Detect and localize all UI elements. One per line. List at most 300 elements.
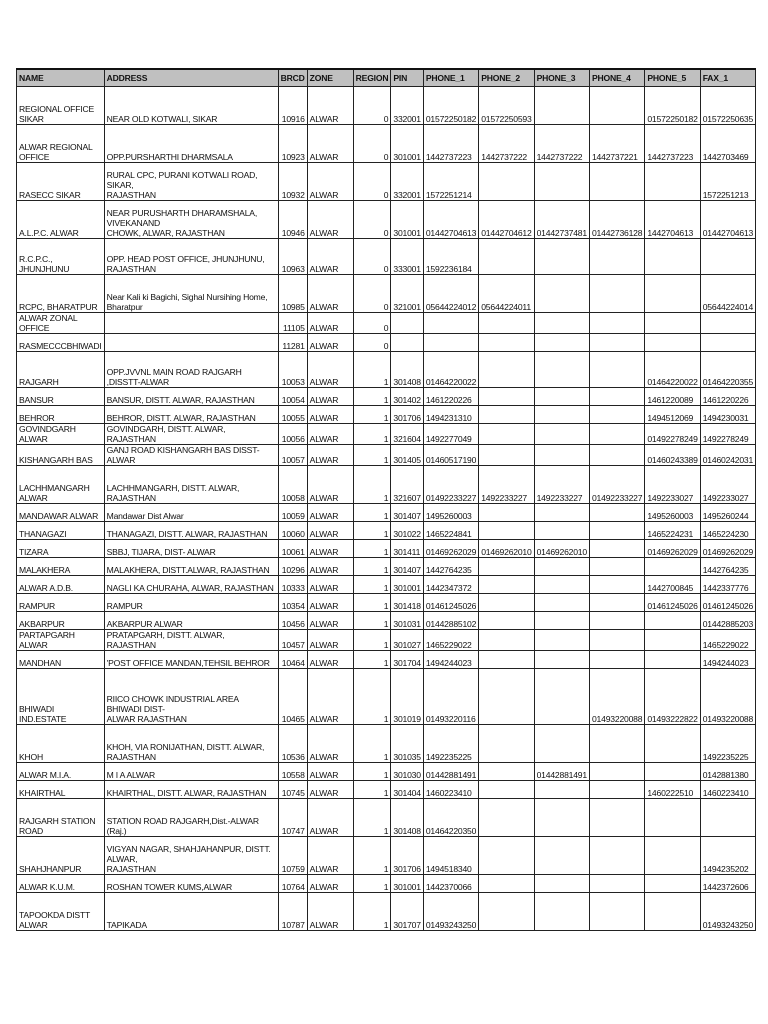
- cell-address: BEHROR, DISTT. ALWAR, RAJASTHAN: [104, 406, 278, 424]
- cell-phone-4: 1442737221: [589, 125, 644, 163]
- cell-address: [104, 334, 278, 352]
- cell-region: 1: [353, 875, 391, 893]
- table-row: [17, 893, 756, 931]
- header-brcd: BRCD: [278, 69, 307, 87]
- cell-name: TIZARA: [17, 540, 105, 558]
- cell-phone-2: [479, 799, 534, 837]
- cell-region: 1: [353, 799, 391, 837]
- cell-brcd: 10055: [278, 406, 307, 424]
- cell-brcd: 10056: [278, 424, 307, 445]
- cell-address: RURAL CPC, PURANI KOTWALI ROAD, SIKAR, RAJASTHAN: [104, 163, 278, 201]
- cell-phone-2: [479, 725, 534, 763]
- table-row: [17, 424, 756, 445]
- cell-phone-3: [534, 352, 589, 388]
- cell-brcd: 10457: [278, 630, 307, 651]
- cell-fax-1: 1442372606: [700, 875, 755, 893]
- cell-region: 1: [353, 594, 391, 612]
- cell-name: RCPC, BHARATPUR: [17, 275, 105, 313]
- cell-phone-5: 01492278249: [645, 424, 700, 445]
- table-row: [17, 630, 756, 651]
- table-row: [17, 540, 756, 558]
- cell-region: 1: [353, 576, 391, 594]
- cell-phone-1: 1442347372: [423, 576, 478, 594]
- cell-pin: 301408: [391, 799, 423, 837]
- cell-pin: 301405: [391, 445, 423, 466]
- table-row: [17, 466, 756, 504]
- table-row: [17, 799, 756, 837]
- cell-region: 1: [353, 504, 391, 522]
- cell-brcd: 10946: [278, 201, 307, 239]
- table-row: [17, 669, 756, 725]
- cell-region: 0: [353, 201, 391, 239]
- cell-zone: ALWAR: [307, 352, 353, 388]
- cell-brcd: 10060: [278, 522, 307, 540]
- cell-phone-5: [645, 725, 700, 763]
- cell-address: KHOH, VIA RONIJATHAN, DISTT. ALWAR, RAJASTHAN: [104, 725, 278, 763]
- cell-fax-1: 01442704613: [700, 201, 755, 239]
- cell-phone-4: [589, 334, 644, 352]
- cell-phone-1: 01442881491: [423, 763, 478, 781]
- cell-fax-1: 01493243250: [700, 893, 755, 931]
- cell-region: 0: [353, 334, 391, 352]
- cell-address: RIICO CHOWK INDUSTRIAL AREA BHIWADI DIST- ALWAR RAJASTHAN: [104, 669, 278, 725]
- cell-phone-1: 01464220350: [423, 799, 478, 837]
- cell-fax-1: 0142881380: [700, 763, 755, 781]
- cell-name: BHIWADI IND.ESTATE: [17, 669, 105, 725]
- cell-fax-1: 1461220226: [700, 388, 755, 406]
- cell-phone-2: [479, 388, 534, 406]
- cell-phone-4: [589, 837, 644, 875]
- cell-zone: ALWAR: [307, 201, 353, 239]
- cell-brcd: 10058: [278, 466, 307, 504]
- cell-address: OPP.JVVNL MAIN ROAD RAJGARH ,DISSTT-ALWAR: [104, 352, 278, 388]
- cell-pin: 301027: [391, 630, 423, 651]
- cell-phone-1: 1494231310: [423, 406, 478, 424]
- cell-phone-2: 1492233227: [479, 466, 534, 504]
- cell-fax-1: 1492235225: [700, 725, 755, 763]
- cell-fax-1: 1494230031: [700, 406, 755, 424]
- table-row: [17, 504, 756, 522]
- table-row: [17, 201, 756, 239]
- table-row: [17, 576, 756, 594]
- cell-zone: ALWAR: [307, 540, 353, 558]
- cell-zone: ALWAR: [307, 558, 353, 576]
- cell-fax-1: 1492233027: [700, 466, 755, 504]
- cell-phone-1: 1465224841: [423, 522, 478, 540]
- cell-fax-1: 01572250635: [700, 87, 755, 125]
- cell-phone-5: [645, 239, 700, 275]
- cell-address: VIGYAN NAGAR, SHAHJAHANPUR, DISTT. ALWAR, RAJASTHAN: [104, 837, 278, 875]
- cell-pin: 301706: [391, 837, 423, 875]
- cell-address: NEAR OLD KOTWALI, SIKAR: [104, 87, 278, 125]
- cell-phone-2: [479, 576, 534, 594]
- cell-name: RAMPUR: [17, 594, 105, 612]
- table-body: [17, 87, 756, 931]
- cell-address: OPP.PURSHARTHI DHARMSALA: [104, 125, 278, 163]
- cell-zone: ALWAR: [307, 163, 353, 201]
- cell-region: 1: [353, 522, 391, 540]
- cell-phone-2: [479, 558, 534, 576]
- cell-phone-3: [534, 837, 589, 875]
- cell-pin: 332001: [391, 87, 423, 125]
- cell-zone: ALWAR: [307, 504, 353, 522]
- cell-name: ALWAR K.U.M.: [17, 875, 105, 893]
- cell-name: MANDAWAR ALWAR: [17, 504, 105, 522]
- cell-phone-4: [589, 781, 644, 799]
- header-zone: ZONE: [307, 69, 353, 87]
- cell-pin: 301402: [391, 388, 423, 406]
- cell-name: MALAKHERA: [17, 558, 105, 576]
- cell-phone-3: [534, 781, 589, 799]
- cell-phone-1: 01493220116: [423, 669, 478, 725]
- cell-phone-5: [645, 630, 700, 651]
- cell-phone-1: 01442704613: [423, 201, 478, 239]
- cell-name: GOVINDGARH ALWAR: [17, 424, 105, 445]
- table-row: [17, 352, 756, 388]
- cell-phone-5: 1442700845: [645, 576, 700, 594]
- cell-region: 0: [353, 125, 391, 163]
- cell-phone-5: [645, 163, 700, 201]
- header-name: NAME: [17, 69, 105, 87]
- cell-phone-2: 05644224011: [479, 275, 534, 313]
- cell-fax-1: 1442764235: [700, 558, 755, 576]
- cell-pin: 301704: [391, 651, 423, 669]
- cell-zone: ALWAR: [307, 87, 353, 125]
- cell-fax-1: 1465229022: [700, 630, 755, 651]
- cell-region: 1: [353, 781, 391, 799]
- cell-address: OPP. HEAD POST OFFICE, JHUNJHUNU, RAJASTHAN: [104, 239, 278, 275]
- cell-phone-2: [479, 651, 534, 669]
- cell-address: TAPIKADA: [104, 893, 278, 931]
- cell-phone-4: [589, 87, 644, 125]
- cell-phone-4: [589, 388, 644, 406]
- cell-pin: 301001: [391, 875, 423, 893]
- cell-name: REGIONAL OFFICE SIKAR: [17, 87, 105, 125]
- cell-phone-1: 1592236184: [423, 239, 478, 275]
- cell-phone-5: [645, 334, 700, 352]
- cell-phone-3: [534, 163, 589, 201]
- cell-phone-5: [645, 837, 700, 875]
- cell-phone-3: [534, 612, 589, 630]
- cell-phone-3: [534, 893, 589, 931]
- cell-phone-5: [645, 275, 700, 313]
- cell-pin: [391, 313, 423, 334]
- cell-address: Mandawar Dist Alwar: [104, 504, 278, 522]
- cell-phone-4: [589, 576, 644, 594]
- cell-region: 1: [353, 763, 391, 781]
- cell-phone-4: [589, 651, 644, 669]
- cell-phone-4: [589, 504, 644, 522]
- cell-zone: ALWAR: [307, 275, 353, 313]
- cell-name: KHAIRTHAL: [17, 781, 105, 799]
- cell-phone-2: [479, 313, 534, 334]
- cell-phone-3: [534, 522, 589, 540]
- cell-name: KISHANGARH BAS: [17, 445, 105, 466]
- cell-phone-5: 01460243389: [645, 445, 700, 466]
- cell-phone-4: [589, 352, 644, 388]
- cell-region: 1: [353, 540, 391, 558]
- cell-region: 1: [353, 893, 391, 931]
- cell-brcd: 10536: [278, 725, 307, 763]
- cell-name: PARTAPGARH ALWAR: [17, 630, 105, 651]
- cell-pin: 301407: [391, 558, 423, 576]
- cell-phone-2: 01469262010: [479, 540, 534, 558]
- cell-phone-2: 1442737222: [479, 125, 534, 163]
- cell-phone-2: [479, 875, 534, 893]
- cell-fax-1: 01469262029: [700, 540, 755, 558]
- cell-brcd: 10932: [278, 163, 307, 201]
- cell-zone: ALWAR: [307, 630, 353, 651]
- cell-pin: 301706: [391, 406, 423, 424]
- cell-region: 1: [353, 424, 391, 445]
- cell-region: 0: [353, 275, 391, 313]
- cell-phone-1: 05644224012: [423, 275, 478, 313]
- cell-brcd: 10456: [278, 612, 307, 630]
- cell-brcd: 10354: [278, 594, 307, 612]
- header-row: [17, 69, 756, 87]
- cell-name: KHOH: [17, 725, 105, 763]
- cell-brcd: 10923: [278, 125, 307, 163]
- cell-zone: ALWAR: [307, 406, 353, 424]
- cell-zone: ALWAR: [307, 893, 353, 931]
- cell-region: 1: [353, 388, 391, 406]
- cell-name: RAJGARH: [17, 352, 105, 388]
- cell-pin: 301019: [391, 669, 423, 725]
- cell-phone-1: 01442885102: [423, 612, 478, 630]
- cell-phone-1: 01461245026: [423, 594, 478, 612]
- cell-phone-4: [589, 275, 644, 313]
- cell-phone-5: 1492233027: [645, 466, 700, 504]
- cell-phone-1: 01572250182: [423, 87, 478, 125]
- table-row: [17, 781, 756, 799]
- table-row: [17, 239, 756, 275]
- cell-zone: ALWAR: [307, 239, 353, 275]
- cell-brcd: 10465: [278, 669, 307, 725]
- cell-phone-1: [423, 313, 478, 334]
- cell-brcd: 10787: [278, 893, 307, 931]
- cell-fax-1: [700, 239, 755, 275]
- cell-phone-1: 1442370066: [423, 875, 478, 893]
- cell-pin: 321604: [391, 424, 423, 445]
- table-row: [17, 125, 756, 163]
- cell-pin: 301404: [391, 781, 423, 799]
- cell-phone-5: [645, 875, 700, 893]
- table-row: [17, 612, 756, 630]
- cell-phone-4: [589, 239, 644, 275]
- cell-fax-1: 01461245026: [700, 594, 755, 612]
- cell-address: SBBJ, TIJARA, DIST- ALWAR: [104, 540, 278, 558]
- cell-zone: ALWAR: [307, 576, 353, 594]
- cell-pin: 301030: [391, 763, 423, 781]
- cell-brcd: 10296: [278, 558, 307, 576]
- table-row: [17, 313, 756, 334]
- cell-brcd: 10057: [278, 445, 307, 466]
- table-row: [17, 651, 756, 669]
- cell-phone-5: 1494512069: [645, 406, 700, 424]
- cell-phone-2: [479, 893, 534, 931]
- cell-name: A.L.P.C. ALWAR: [17, 201, 105, 239]
- cell-fax-1: 1465224230: [700, 522, 755, 540]
- cell-phone-1: 01464220022: [423, 352, 478, 388]
- cell-fax-1: [700, 799, 755, 837]
- cell-phone-2: [479, 763, 534, 781]
- cell-phone-5: 01469262029: [645, 540, 700, 558]
- cell-phone-4: [589, 630, 644, 651]
- cell-region: 1: [353, 558, 391, 576]
- cell-region: 1: [353, 630, 391, 651]
- cell-brcd: 10558: [278, 763, 307, 781]
- cell-phone-4: 01492233227: [589, 466, 644, 504]
- cell-phone-2: [479, 504, 534, 522]
- table-row: [17, 522, 756, 540]
- cell-fax-1: 05644224014: [700, 275, 755, 313]
- cell-fax-1: 1494235202: [700, 837, 755, 875]
- cell-address: STATION ROAD RAJGARH,Dist.-ALWAR (Raj.): [104, 799, 278, 837]
- cell-phone-1: 1492277049: [423, 424, 478, 445]
- cell-brcd: 10764: [278, 875, 307, 893]
- cell-name: ALWAR M.I.A.: [17, 763, 105, 781]
- header-fax-1: FAX_1: [700, 69, 755, 87]
- cell-region: 1: [353, 352, 391, 388]
- cell-name: RAJGARH STATION ROAD: [17, 799, 105, 837]
- cell-zone: ALWAR: [307, 725, 353, 763]
- cell-region: 0: [353, 239, 391, 275]
- cell-phone-4: [589, 540, 644, 558]
- cell-name: ALWAR REGIONAL OFFICE: [17, 125, 105, 163]
- cell-phone-3: [534, 594, 589, 612]
- cell-brcd: 10759: [278, 837, 307, 875]
- cell-phone-1: 1572251214: [423, 163, 478, 201]
- cell-phone-3: [534, 875, 589, 893]
- cell-phone-3: [534, 388, 589, 406]
- cell-zone: ALWAR: [307, 594, 353, 612]
- cell-phone-5: [645, 313, 700, 334]
- cell-address: NAGLI KA CHURAHA, ALWAR, RAJASTHAN: [104, 576, 278, 594]
- cell-phone-4: [589, 594, 644, 612]
- cell-brcd: 10464: [278, 651, 307, 669]
- header-phone-4: PHONE_4: [589, 69, 644, 87]
- cell-address: RAMPUR: [104, 594, 278, 612]
- cell-pin: 321607: [391, 466, 423, 504]
- cell-phone-1: 1494244023: [423, 651, 478, 669]
- cell-address: GANJ ROAD KISHANGARH BAS DISST- ALWAR: [104, 445, 278, 466]
- cell-phone-2: 01442704612: [479, 201, 534, 239]
- cell-zone: ALWAR: [307, 612, 353, 630]
- header-phone-1: PHONE_1: [423, 69, 478, 87]
- cell-fax-1: 1442703469: [700, 125, 755, 163]
- cell-region: 1: [353, 669, 391, 725]
- cell-pin: 301022: [391, 522, 423, 540]
- cell-brcd: 10745: [278, 781, 307, 799]
- cell-phone-3: [534, 445, 589, 466]
- cell-zone: ALWAR: [307, 125, 353, 163]
- cell-pin: 301035: [391, 725, 423, 763]
- cell-region: 1: [353, 406, 391, 424]
- header-phone-2: PHONE_2: [479, 69, 534, 87]
- cell-brcd: 10054: [278, 388, 307, 406]
- cell-phone-5: [645, 651, 700, 669]
- cell-pin: 301031: [391, 612, 423, 630]
- cell-phone-3: [534, 87, 589, 125]
- cell-phone-3: 01442881491: [534, 763, 589, 781]
- cell-address: [104, 313, 278, 334]
- cell-pin: 333001: [391, 239, 423, 275]
- cell-address: NEAR PURUSHARTH DHARAMSHALA, VIVEKANAND CHOWK, ALWAR, RAJASTHAN: [104, 201, 278, 239]
- cell-phone-5: 1461220089: [645, 388, 700, 406]
- cell-address: GOVINDGARH, DISTT. ALWAR, RAJASTHAN: [104, 424, 278, 445]
- cell-name: R.C.P.C., JHUNJHUNU: [17, 239, 105, 275]
- cell-phone-5: 01461245026: [645, 594, 700, 612]
- cell-phone-1: 01460517190: [423, 445, 478, 466]
- cell-phone-4: [589, 875, 644, 893]
- cell-phone-5: 1460222510: [645, 781, 700, 799]
- cell-phone-3: [534, 504, 589, 522]
- cell-region: 1: [353, 445, 391, 466]
- table-row: [17, 763, 756, 781]
- cell-pin: 301411: [391, 540, 423, 558]
- cell-phone-5: 1465224231: [645, 522, 700, 540]
- cell-zone: ALWAR: [307, 651, 353, 669]
- table-row: [17, 875, 756, 893]
- cell-name: MANDHAN: [17, 651, 105, 669]
- cell-address: MALAKHERA, DISTT.ALWAR, RAJASTHAN: [104, 558, 278, 576]
- cell-address: Near Kali ki Bagichi, Sighal Nursihing Home, Bharatpur: [104, 275, 278, 313]
- cell-phone-3: [534, 576, 589, 594]
- cell-pin: 301408: [391, 352, 423, 388]
- cell-brcd: 10747: [278, 799, 307, 837]
- cell-brcd: 10985: [278, 275, 307, 313]
- cell-zone: ALWAR: [307, 669, 353, 725]
- cell-name: AKBARPUR: [17, 612, 105, 630]
- cell-region: 1: [353, 651, 391, 669]
- cell-phone-4: [589, 763, 644, 781]
- cell-phone-2: [479, 445, 534, 466]
- cell-phone-5: 1495260003: [645, 504, 700, 522]
- cell-phone-3: [534, 799, 589, 837]
- cell-phone-2: [479, 163, 534, 201]
- cell-zone: ALWAR: [307, 781, 353, 799]
- cell-phone-2: [479, 781, 534, 799]
- header-pin: PIN: [391, 69, 423, 87]
- cell-name: BEHROR: [17, 406, 105, 424]
- cell-brcd: 10059: [278, 504, 307, 522]
- header-phone-3: PHONE_3: [534, 69, 589, 87]
- cell-phone-1: 1465229022: [423, 630, 478, 651]
- cell-phone-4: [589, 799, 644, 837]
- cell-phone-4: [589, 893, 644, 931]
- table-row: [17, 334, 756, 352]
- cell-fax-1: [700, 313, 755, 334]
- cell-phone-5: 01464220022: [645, 352, 700, 388]
- branch-table: [16, 68, 756, 931]
- cell-phone-5: [645, 763, 700, 781]
- cell-phone-4: [589, 558, 644, 576]
- cell-pin: 321001: [391, 275, 423, 313]
- cell-fax-1: 01460242031: [700, 445, 755, 466]
- cell-zone: ALWAR: [307, 388, 353, 406]
- cell-zone: ALWAR: [307, 334, 353, 352]
- cell-phone-3: [534, 558, 589, 576]
- cell-pin: 301707: [391, 893, 423, 931]
- cell-zone: ALWAR: [307, 466, 353, 504]
- header-phone-5: PHONE_5: [645, 69, 700, 87]
- table-row: [17, 445, 756, 466]
- cell-address: THANAGAZI, DISTT. ALWAR, RAJASTHAN: [104, 522, 278, 540]
- cell-phone-4: 01493220088: [589, 669, 644, 725]
- cell-phone-2: [479, 630, 534, 651]
- cell-zone: ALWAR: [307, 763, 353, 781]
- cell-name: SHAHJHANPUR: [17, 837, 105, 875]
